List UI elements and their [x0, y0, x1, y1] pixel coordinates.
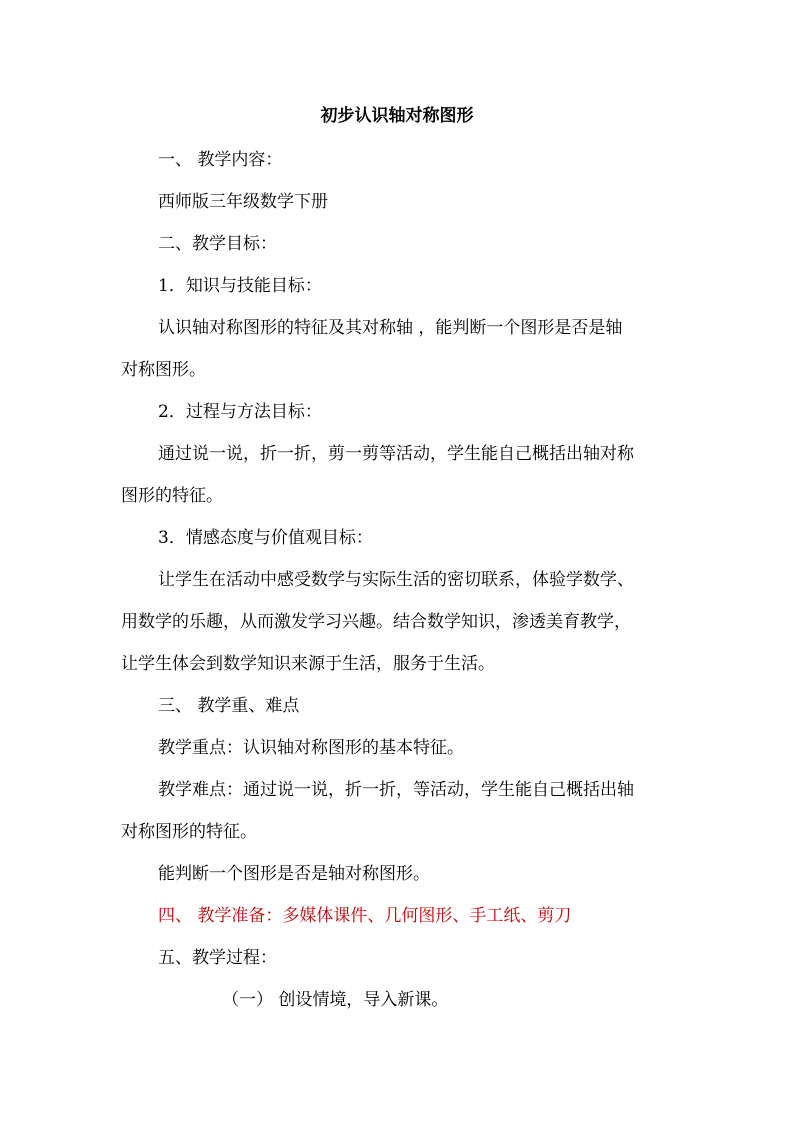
paragraph-textbook: 西师版三年级数学下册 — [158, 192, 328, 212]
paragraph-line: 教学重点：认识轴对称图形的基本特征。 — [158, 738, 464, 758]
section-heading-preparation: 四、 教学准备：多媒体课件、几何图形、手工纸、剪刀 — [158, 906, 572, 926]
subheading-situation: （一） 创设情境，导入新课。 — [222, 990, 449, 1010]
paragraph-line: 能判断一个图形是否是轴对称图形。 — [158, 864, 430, 884]
section-heading-process: 五、教学过程： — [158, 948, 277, 968]
paragraph-line: 让学生在活动中感受数学与实际生活的密切联系，体验学数学、 — [158, 570, 634, 590]
subheading-process-method: 2．过程与方法目标： — [158, 402, 322, 422]
paragraph-line: 用数学的乐趣，从而激发学习兴趣。结合数学知识，渗透美育教学， — [121, 612, 631, 632]
paragraph-line: 对称图形。 — [121, 360, 206, 380]
paragraph-line: 认识轴对称图形的特征及其对称轴 ，能判断一个图形是否是轴 — [158, 318, 623, 338]
paragraph-line: 通过说一说，折一折，剪一剪等活动，学生能自己概括出轴对称 — [158, 444, 634, 464]
subheading-knowledge-skill: 1．知识与技能目标： — [158, 276, 322, 296]
section-heading-objectives: 二、教学目标： — [158, 234, 277, 254]
document-title: 初步认识轴对称图形 — [320, 106, 474, 126]
section-heading-key-points: 三、 教学重、难点 — [158, 696, 300, 716]
section-heading-content: 一、 教学内容： — [158, 150, 283, 170]
subheading-emotion-values: 3．情感态度与价值观目标： — [158, 528, 373, 548]
paragraph-line: 对称图形的特征。 — [121, 822, 257, 842]
paragraph-line: 图形的特征。 — [121, 486, 223, 506]
paragraph-line: 教学难点：通过说一说，折一折，等活动，学生能自己概括出轴 — [158, 780, 634, 800]
paragraph-line: 让学生体会到数学知识来源于生活，服务于生活。 — [121, 654, 495, 674]
